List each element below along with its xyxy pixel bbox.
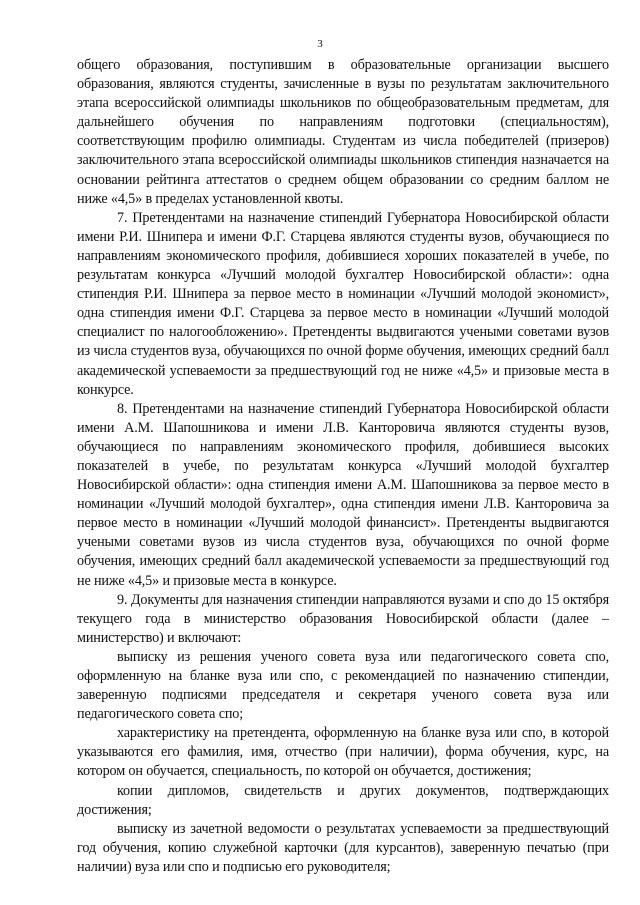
paragraph-7: 7. Претендентами на назначение стипендий Губернатора Новосибирской области имени Р.И. Шнипера и имени Ф.Г. Старцева являются студенты вузов, обучающиеся по направлениям экономического профиля, добившиеся хороших показателей в учебе, по результатам конкурса «Лучший молодой бухгалтер Новосибирской области»: одна стипендия Р.И. Шнипера за первое место в номинации «Лучший молодой экономист», одна стипендия имени Ф.Г. Старцева за первое место в номинации «Лучший молодой специалист по налогообложению». Претенденты выдвигаются учеными советами вузов из числа студентов вуза, обучающихся по очной форме обучения, имеющих средний балл академической успеваемости за предшествующий год не ниже «4,5» и призовые места в конкурсе.	[77, 209, 609, 398]
paragraph-9: 9. Документы для назначения стипендии направляются вузами и спо до 15 октября текущего года в министерство образования Новосибирской области (далее – министерство) и включают:	[77, 591, 609, 646]
paragraph-8: 8. Претендентами на назначение стипендий Губернатора Новосибирской области имени А.М. Шапошникова и имени Л.В. Канторовича являются студенты вузов, обучающиеся по направлениям экономического профиля, добившиеся высоких показателей в учебе, по результатам конкурса «Лучший молодой бухгалтер Новосибирской области»: одна стипендия имени А.М. Шапошникова за первое место в номинации «Лучший молодой бухгалтер», одна стипендия имени Л.В. Канторовича за первое место в номинации «Лучший молодой финансист». Претенденты выдвигаются учеными советами вузов из числа студентов вуза, обучающихся по очной форме обучения, имеющих средний балл академической успеваемости за предшествующий год не ниже «4,5» и призовые места в конкурсе.	[77, 400, 609, 589]
list-item: характеристику на претендента, оформленную на бланке вуза или спо, в которой указываются его фамилия, имя, отчество (при наличии), форма обучения, курс, на котором он обучается, специальность, по которой он обучается, достижения;	[77, 725, 609, 780]
paragraph-continuation: общего образования, поступившим в образовательные организации высшего образования, являются студенты, зачисленные в вузы по результатам заключительного этапа всероссийской олимпиады школьников по общеобразовательным предметам, для дальнейшего обучения по направлениям подготовки (специальностям), соответствующим профилю олимпиады. Студентам из числа победителей (призеров) заключительного этапа всероссийской олимпиады школьников стипендия назначается на основании рейтинга аттестатов о среднем общем образовании со средним баллом не ниже «4,5» в пределах установленной квоты.	[77, 57, 609, 207]
list-item: копии дипломов, свидетельств и других документов, подтверждающих достижения;	[77, 782, 609, 818]
document-body	[77, 56, 609, 877]
page-number: 3	[317, 38, 323, 50]
list-item: выписку из решения ученого совета вуза или педагогического совета спо, оформленную на бланке вуза или спо, с рекомендацией по назначению стипендии, заверенную подписями председателя и секретаря ученого совета вуза или педагогического совета спо;	[77, 648, 609, 723]
list-item: выписку из зачетной ведомости о результатах успеваемости за предшествующий год обучения, копию служебной карточки (для курсантов), заверенную печатью (при наличии) вуза или спо и подписью его руководителя;	[77, 820, 609, 875]
